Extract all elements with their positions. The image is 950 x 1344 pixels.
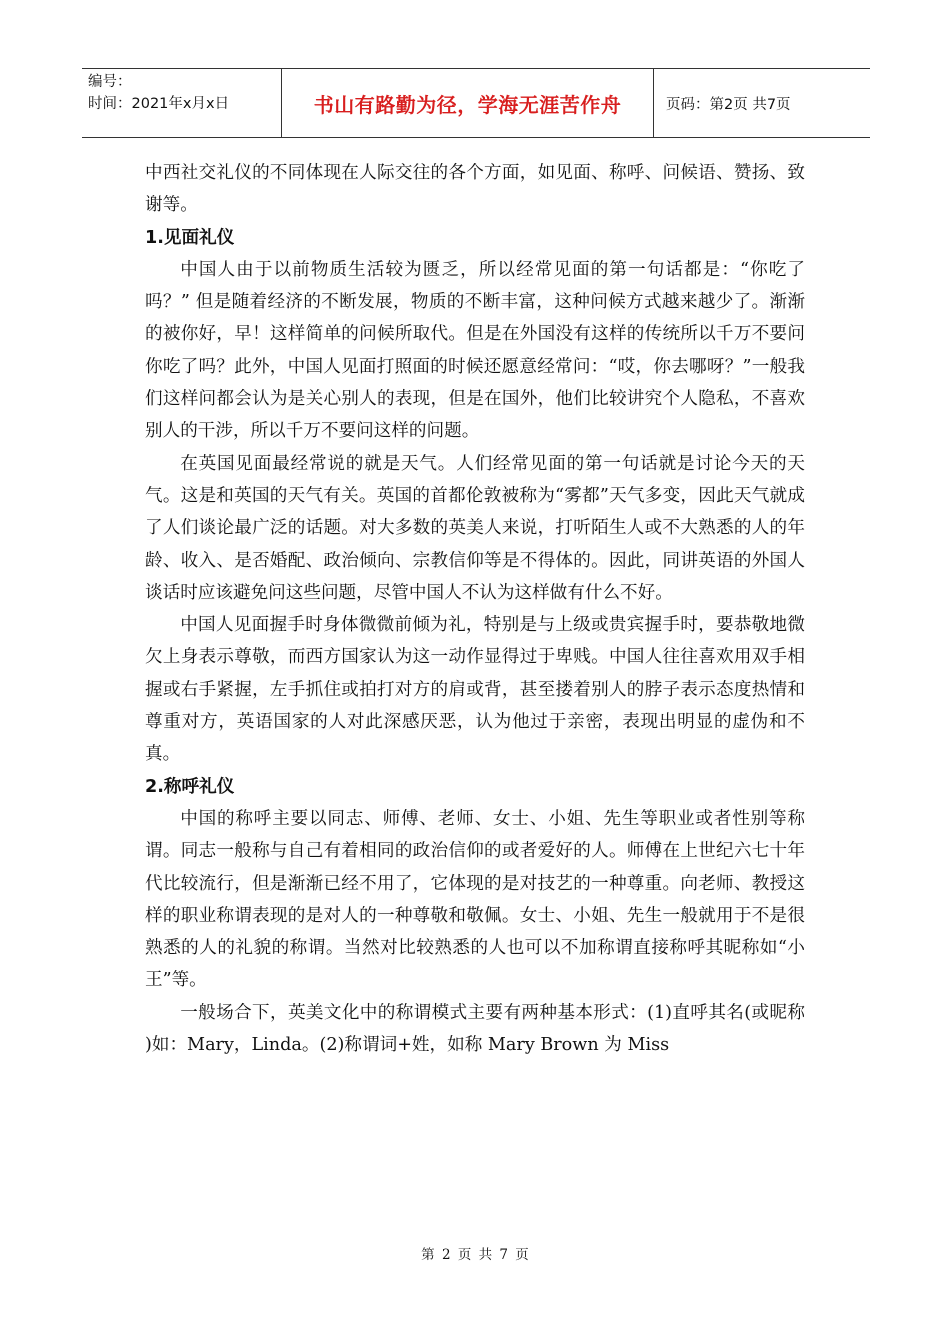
paragraph-greeting-china: 中国人由于以前物质生活较为匮乏，所以经常见面的第一句话都是：“你吃了吗？” 但是随着经济的不断发展，物质的不断丰富，这种问候方式越来越少了。渐渐的被你好，早！这样简单的问候所取代。但是在外国没有这样的传统所以千万不要问你吃了吗？此外，中国人见面打照面的时候还愿意经常问：“哎，你去哪呀？”一般我们这样问都会认为是关心别人的表现，但是在国外，他们比较讲究个人隐私，不喜欢别人的干涉，所以千万不要问这样的问题。 — [145, 259, 805, 442]
document-body — [145, 157, 805, 1061]
paragraph-address-china: 中国的称呼主要以同志、师傅、老师、女士、小姐、先生等职业或者性别等称谓。同志一般称与自己有着相同的政治信仰的或者爱好的人。师傅在上世纪六七十年代比较流行，但是渐渐已经不用了，它体现的是对技艺的一种尊重。向老师、教授这样的职业称谓表现的是对人的一种尊敬和敬佩。女士、小姐、先生一般就用于不是很熟悉的人的礼貌的称谓。当然对比较熟悉的人也可以不加称谓直接称呼其昵称如“小王”等。 — [145, 808, 805, 991]
header-meta — [82, 69, 282, 137]
page-footer: 第 2 页 共 7 页 — [421, 1247, 529, 1263]
page-header — [82, 68, 870, 138]
section-heading-address: 2.称呼礼仪 — [145, 776, 235, 797]
document-number-label: 编号： — [88, 74, 132, 90]
header-motto: 书山有路勤为径，学海无涯苦作舟 — [282, 69, 654, 137]
paragraph-greeting-uk: 在英国见面最经常说的就是天气。人们经常见面的第一句话就是讨论今天的天气。这是和英国的天气有关。英国的首都伦敦被称为“雾都”天气多变，因此天气就成了人们谈论最广泛的话题。对大多数的英美人来说，打听陌生人或不大熟悉的人的年龄、收入、是否婚配、政治倾向、宗教信仰等是不得体的。因此，同讲英语的外国人谈话时应该避免问这些问题，尽管中国人不认为这样做有什么不好。 — [145, 453, 805, 603]
paragraph-handshake: 中国人见面握手时身体微微前倾为礼，特别是与上级或贵宾握手时，要恭敬地微欠上身表示尊敬，而西方国家认为这一动作显得过于卑贱。中国人往往喜欢用双手相握或右手紧握，左手抓住或拍打对方的肩或背，甚至搂着别人的脖子表示态度热情和尊重对方，英语国家的人对此深感厌恶，认为他过于亲密，表现出明显的虚伪和不真。 — [145, 615, 805, 765]
paragraph-address-western: 一般场合下，英美文化中的称谓模式主要有两种基本形式：(1)直呼其名(或昵称 )如：Mary，Linda。(2)称谓词+姓，如称 Mary Brown 为 Miss — [145, 1002, 805, 1056]
document-date-label: 时间：2021年x月x日 — [88, 96, 230, 112]
header-page-number: 页码：第2页 共7页 — [666, 96, 791, 113]
intro-paragraph: 中西社交礼仪的不同体现在人际交往的各个方面，如见面、称呼、问候语、赞扬、致谢等。 — [145, 163, 805, 216]
section-heading-meeting: 1.见面礼仪 — [145, 227, 235, 248]
